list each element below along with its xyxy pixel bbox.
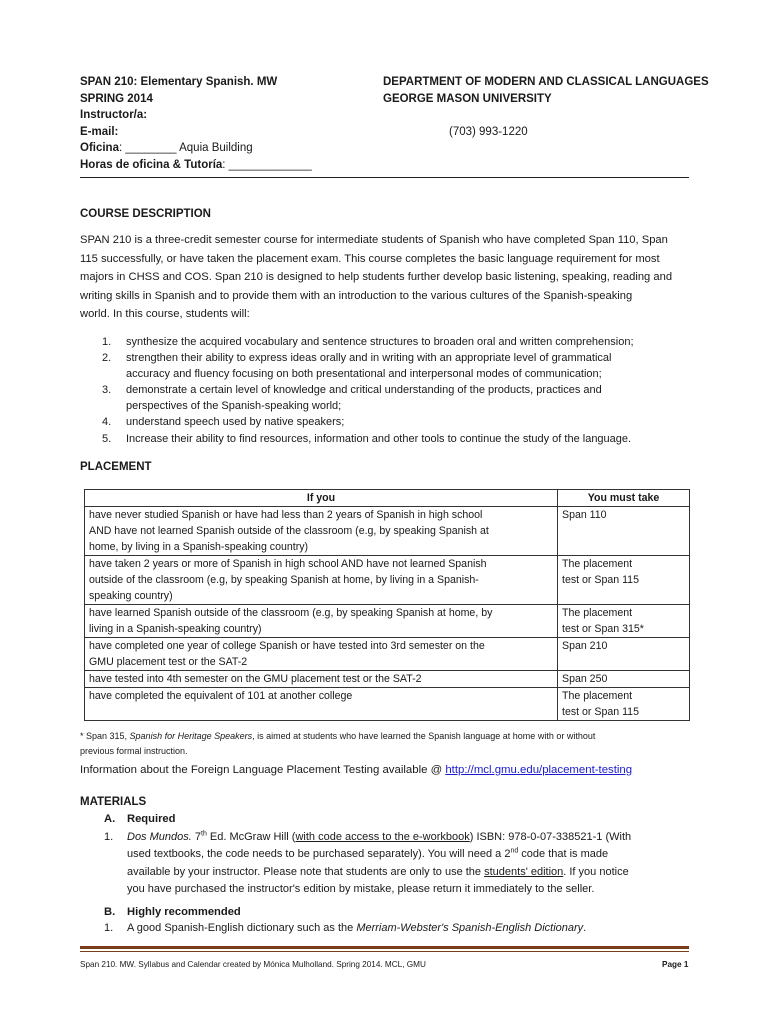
instructor-label: Instructor/a: [80,109,148,122]
table-row [85,638,690,671]
materials-title: MATERIALS [80,796,147,808]
table-header-row [85,490,690,507]
list-item: 4. understand speech used by native speakers; [102,416,345,429]
email-label: E-mail: [80,125,119,138]
recommended-item: 1. A good Spanish-English dictionary such as the Merriam-Webster's Spanish-English Dictionary. [104,922,587,934]
footer-rule-thin [80,951,689,952]
table-cell-take: The placement test or Span 315* [558,605,690,638]
table-row [85,605,690,638]
list-item: 3. demonstrate a certain level of knowledge and critical understanding of the products, practices and perspectives of the Spanish-speaking world; [102,384,602,413]
table-row [85,556,690,605]
course-description-text: SPAN 210 is a three-credit semester course for intermediate students of Spanish who have completed Span 110, Span 115 successfully, or have taken the placement exam. This course completes the basic language requirement for most majors in CHSS and COS. Span 210 is designed to help students further develop basic listening, speaking, reading and writing skills in Spanish and to provide them with an introduction to the various cultures of the Spanish-speaking world. In this course, students will: [80,234,673,321]
office-hours-line: Horas de oficina & Tutoría: _____________ [80,158,312,171]
placement-table [84,489,690,721]
university-name: GEORGE MASON UNIVERSITY [383,92,552,105]
table-cell-take: Span 210 [558,638,690,671]
required-item: 1. Dos Mundos. 7th Ed. McGraw Hill (with code access to the e-workbook) ISBN: 978-0-07-338521-1 (With used textbooks, the code needs to be purchased separately). You will need a 2nd code that is made available by your instructor. Please note that students are only to use the students' edition. If you notice you have purchased the instructor's edition by mistake, please return it immediately to the seller. [104,830,632,895]
table-cell-take: Span 110 [558,507,690,556]
course-header [80,74,312,174]
footer-credit: Span 210. MW. Syllabus and Calendar created by Mónica Mulholland. Spring 2014. MCL, GMU [80,960,426,969]
page-number: Page 1 [662,960,689,969]
table-cell-if: have never studied Spanish or have had less than 2 years of Spanish in high school AND have not learned Spanish outside of the classroom (e.g, by speaking Spanish at home, by living in a Spanish-speaking country) [85,507,558,556]
table-row [85,507,690,556]
list-item: 1. synthesize the acquired vocabulary and sentence structures to broaden oral and written comprehension; [102,336,634,348]
course-term: SPRING 2014 [80,92,153,105]
list-item: 5. Increase their ability to find resources, information and other tools to continue the study of the language. [102,432,632,445]
table-cell-if: have learned Spanish outside of the classroom (e.g, by speaking Spanish at home, by living in a Spanish-speaking country) [85,605,558,638]
footer-rule-thick [80,946,689,949]
course-title: SPAN 210: Elementary Spanish. MW [80,76,278,88]
table-row [85,688,690,721]
table-row [85,671,690,688]
table-cell-if: have completed the equivalent of 101 at another college [85,688,558,721]
table-cell-if: have completed one year of college Spanish or have tested into 3rd semester on the GMU placement test or the SAT-2 [85,638,558,671]
department-name: DEPARTMENT OF MODERN AND CLASSICAL LANGUAGES [383,76,709,88]
department-phone: (703) 993-1220 [449,125,528,138]
objectives-list [80,334,692,447]
column-header-if: If you [85,490,558,507]
table-cell-take: The placement test or Span 115 [558,556,690,605]
table-cell-if: have tested into 4th semester on the GMU placement test or the SAT-2 [85,671,558,688]
table-cell-take: The placement test or Span 115 [558,688,690,721]
department-header [383,74,709,140]
placement-info: Information about the Foreign Language Placement Testing available @ http://mcl.gmu.edu/placement-testing [80,764,633,776]
syllabus-page: SPAN 210: Elementary Spanish. MW SPRING 2014 Instructor/a: E-mail: Oficina: ________ Aquia Building Horas de oficina & Tutoría: _____________ DEPARTMENT OF MODERN AND CLASSICAL LANGUAGES GEORGE MASON UNIVERSITY (703) 993-1220 COURSE DESCRIPTION SPAN 210 is a three-credit semester course for intermediate students of Spanish who have completed Span 110, Span 115 successfully, or have taken the placement exam. This course completes the basic language requirement for most majors in CHSS and COS. Span 210 is designed to help students further develop basic listening, speaking, reading and writing skills in Spanish and to provide them with an introduction to the various cultures of the Spanish-speaking world. In this course, students will: 1. synthesize the acquired vocabulary and sentence structures to broaden oral and written comprehension; 2. strengthen their ability to express ideas orally and in writing with an appropriate level of grammatical accuracy and fluency focusing on both presentational and interpersonal modes of communication; 3. demonstrate a certain level of knowledge and critical understanding of the products, practices and perspectives of the Spanish-speaking world; 4. understand speech used by native speakers; 5. Increase their ability to find resources, information and other tools to continue the study of the language. PLACEMENT If you You must take have never studied Spanish or have had less than 2 years of Spanish in high school AND have not learned Spanish outside of the classroom (e.g, by speaking Spanish at home, by living in a Spanish-speaking country) Span 110 have taken 2 years or more of Spanish in high school AND have not learned Spanish outside of the classroom (e.g, by speaking Spanish at home, by living in a Spanish- speaking country) The placement test or Span 115 have learned Spanish outside of the classroom (e.g, by speaking Spanish at home, by living in a Spanish-speaking country) The placement test or Span 315* have completed one year of college Spanish or have tested into 3rd semester on the GMU placement test or the SAT-2 Span 210 have tested into 4th semester on the GMU placement test or the SAT-2 Span 250 have completed the equivalent of 101 at another college The placement test or Span 115 * Span 315, Spanish for Heritage Speakers, is aimed at students who have learned the Spanish language at home with or without previous formal instruction. Information about the Foreign Language Placement Testing available @ http://mcl.gmu.edu/placement-testing MATERIALS A. Required 1. Dos Mundos. 7th Ed. McGraw Hill (with code access to the e-workbook) ISBN: 978-0-07-338521-1 (With used textbooks, the code needs to be purchased separately). You will need a 2nd code that is made available by your instructor. Please note that students are only to use the students' edition. If you notice you have purchased the instructor's edition by mistake, please return it immediately to the seller. B. Highly recommended 1. A good Spanish-English dictionary such as the Merriam-Webster's Spanish-English Dictionary. Span 210. MW. Syllabus and Calendar created by Mónica Mulholland. Spring 2014. MCL, GMU Page 1 [80,76,709,969]
column-header-take: You must take [558,490,690,507]
placement-title: PLACEMENT [80,461,152,473]
table-cell-take: Span 250 [558,671,690,688]
office-line: Oficina: ________ Aquia Building [80,142,253,155]
placement-footnote: * Span 315, Spanish for Heritage Speakers, is aimed at students who have learned the Spanish language at home with or without previous formal instruction. [80,731,596,756]
placement-testing-link[interactable]: http://mcl.gmu.edu/placement-testing [445,764,633,776]
list-item: 2. strengthen their ability to express ideas orally and in writing with an appropriate level of grammatical accuracy and fluency focusing on both presentational and interpersonal modes of communication; [102,352,612,381]
table-cell-if: have taken 2 years or more of Spanish in high school AND have not learned Spanish outside of the classroom (e.g, by speaking Spanish at home, by living in a Spanish- speaking country) [85,556,558,605]
header-divider [80,177,689,178]
course-description-title: COURSE DESCRIPTION [80,208,211,220]
